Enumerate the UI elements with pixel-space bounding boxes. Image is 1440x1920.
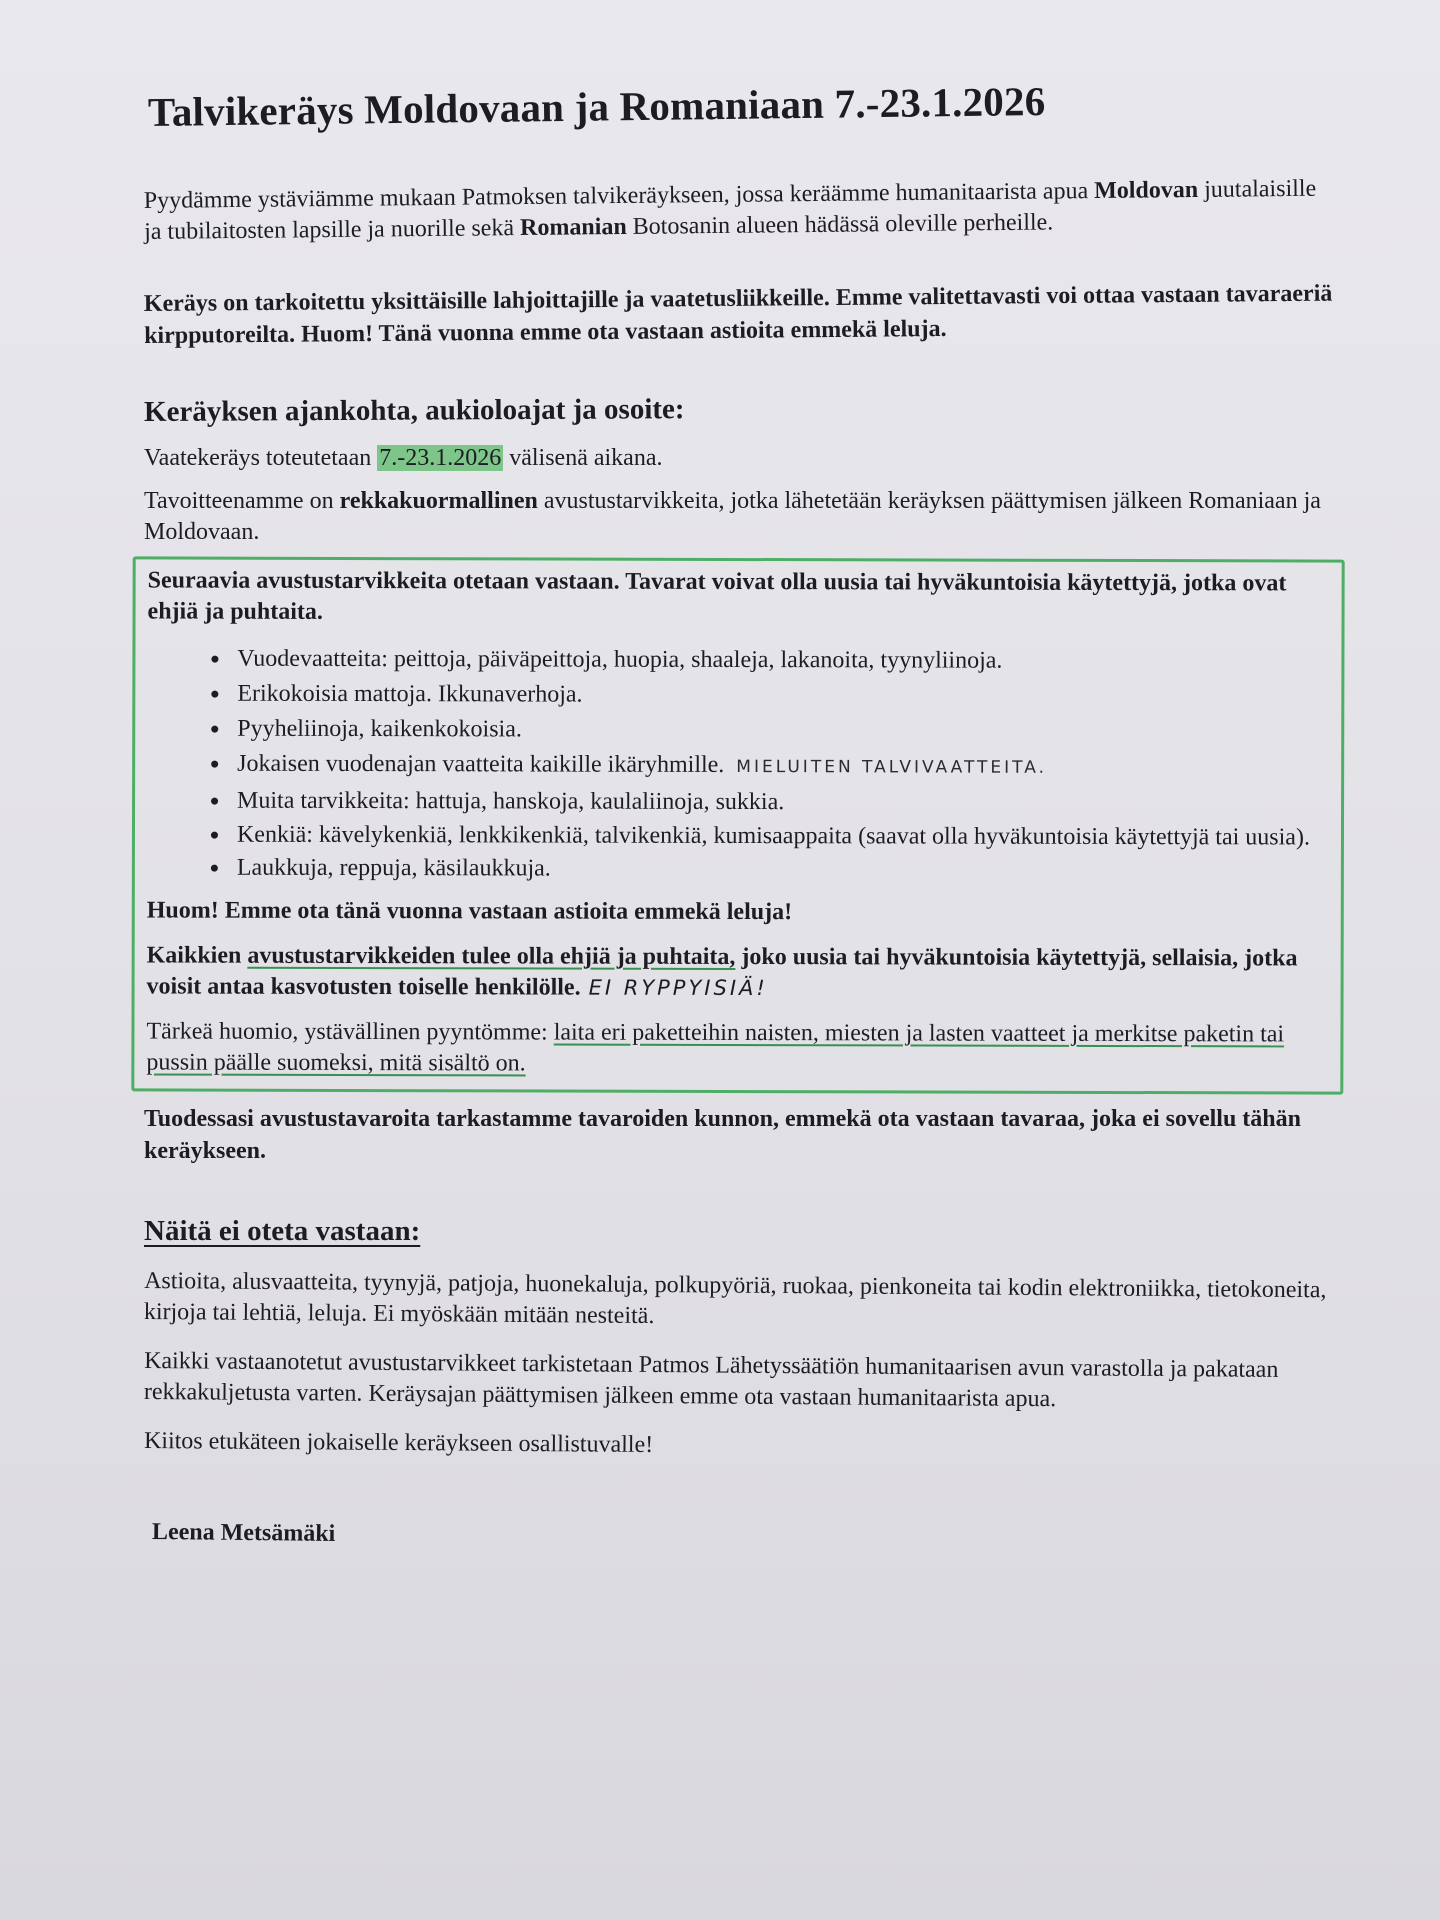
not-accepted-text: Astioita, alusvaatteita, tyynyjä, patjoja, huonekaluja, polkupyöriä, ruokaa, pienkoneita tai kodin elektroniikka, tietokoneita, kirjoja tai lehtiä, leluja. Ei myöskään mitään nesteitä. [143, 1268, 1327, 1330]
schedule-text-pre: Vaatekeräys toteutetaan [144, 445, 378, 471]
clean-text-pre: Kaikkien [146, 942, 248, 969]
thanks-paragraph: Kiitos etukäteen jokaiselle keräykseen osallistuvalle! [143, 1428, 654, 1458]
document-content [143, 78, 1334, 1548]
goal-text-pre: Tavoitteenamme on [144, 488, 340, 514]
intro-moldova: Moldovan [1094, 176, 1199, 205]
list-item: • Kenkiä: kävelykenkiä, lenkkikenkiä, talvikenkiä, kumisaappaita (saavat olla hyväkuntoisia käytettyjä tai uusia). [231, 819, 1333, 854]
handwritten-note-winter-clothes: MIELUITEN TALVIVAATTEITA. [736, 756, 1048, 778]
intro-text-1: Pyydämme ystäviämme mukaan Patmoksen talvikeräykseen, jossa keräämme humanitaarista apua [143, 178, 1095, 215]
accepted-items-box [131, 556, 1344, 1094]
accepted-items-list [147, 641, 1334, 888]
accepted-intro: Seuraavia avustustarvikkeita otetaan vastaan. Tavarat voivat olla uusia tai hyväkuntoisia käytettyjä, jotka ovat ehjiä ja puhtaita. [147, 567, 1287, 625]
intro-paragraph [144, 174, 1335, 248]
clean-underlined: avustustarvikkeiden tulee olla ehjiä ja puhtaita, [247, 942, 736, 970]
no-dishes-note: Huom! Emme ota tänä vuonna vastaan astioita emmekä leluja! [146, 897, 793, 926]
list-item: • Laukkuja, reppuja, käsilaukkuja. [231, 851, 1333, 889]
important-underlined: laita eri paketteihin naisten, miesten ja lasten vaatteet ja merkitse paketin tai pussin päälle suomeksi, mitä sisältö on. [146, 1019, 1285, 1077]
list-item: • Erikokoisia mattoja. Ikkunaverhoja. [231, 677, 1333, 715]
intro-text-2: juutalaisille ja tubilaitosten lapsille ja nuorille sekä [144, 175, 1317, 245]
signature: Leena Metsämäki [151, 1519, 336, 1547]
goal-text-post: avustustarvikkeita, jotka lähetetään keräyksen päättymisen jälkeen Romaniaan ja Moldovaan. [144, 488, 1321, 545]
important-text-pre: Tärkeä huomio, ystävällinen pyyntömme: [146, 1018, 554, 1046]
list-item-text: Jokaisen vuodenajan vaatteita kaikille ikäryhmille. [237, 750, 725, 778]
notice-paragraph: Keräys on tarkoitettu yksittäisille lahjoittajille ja vaatetusliikkeille. Emme valitettavasti voi ottaa vastaan tavaraeriä kirpputoreilta. Huom! Tänä vuonna emme ota vastaan astioita emmekä leluja. [143, 280, 1333, 349]
list-item: • Vuodevaatteita: peittoja, päiväpeittoja, huopia, shaaleja, lakanoita, tyynyliinoja. [231, 642, 1333, 680]
schedule-heading: Keräyksen ajankohta, aukioloajat ja osoite: [143, 393, 685, 428]
highlighted-dates: 7.-23.1.2026 [379, 445, 502, 471]
goal-bold: rekkakuormallinen [339, 488, 538, 514]
list-item: • Muita tarvikkeita: hattuja, hanskoja, kaulaliinoja, sukkia. [231, 784, 1333, 822]
list-item: • Pyyheliinoja, kaikenkokoisia. [231, 712, 1333, 750]
clean-items-paragraph [147, 940, 1333, 1005]
not-accepted-heading: Näitä ei oteta vastaan: [144, 1215, 421, 1247]
important-paragraph [146, 1016, 1332, 1081]
list-item [231, 747, 1333, 787]
intro-text-3: Botosanin alueen hädässä oleville perheille. [626, 209, 1054, 240]
inspection-paragraph: Tuodessasi avustustavaroita tarkastamme tavaroiden kunnon, emmekä ota vastaan tavaraa, joka ei sovellu tähän keräykseen. [144, 1106, 1301, 1164]
handwritten-note-no-wrinkles: EI RYPPYISIÄ! [588, 975, 768, 1001]
processing-paragraph: Kaikki vastaanotetut avustustarvikkeet tarkistetaan Patmos Lähetyssäätiön humanitaarisen avun varastolla ja pakataan rekkakuljetusta varten. Keräysajan päättymisen jälkeen emme ota vastaan humanitaarista apua. [143, 1348, 1279, 1413]
page-title: Talvikeräys Moldovaan ja Romaniaan 7.-23.1.2026 [147, 78, 1046, 135]
schedule-line [144, 443, 1334, 474]
goal-paragraph [144, 486, 1334, 548]
intro-romania: Romanian [519, 213, 627, 242]
schedule-text-post: välisenä aikana. [503, 445, 663, 471]
clean-text-post: joko uusia tai hyväkuntoisia käytettyjä, sellaisia, jotka voisit antaa kasvotusten toiselle henkilölle. [146, 943, 1298, 1001]
